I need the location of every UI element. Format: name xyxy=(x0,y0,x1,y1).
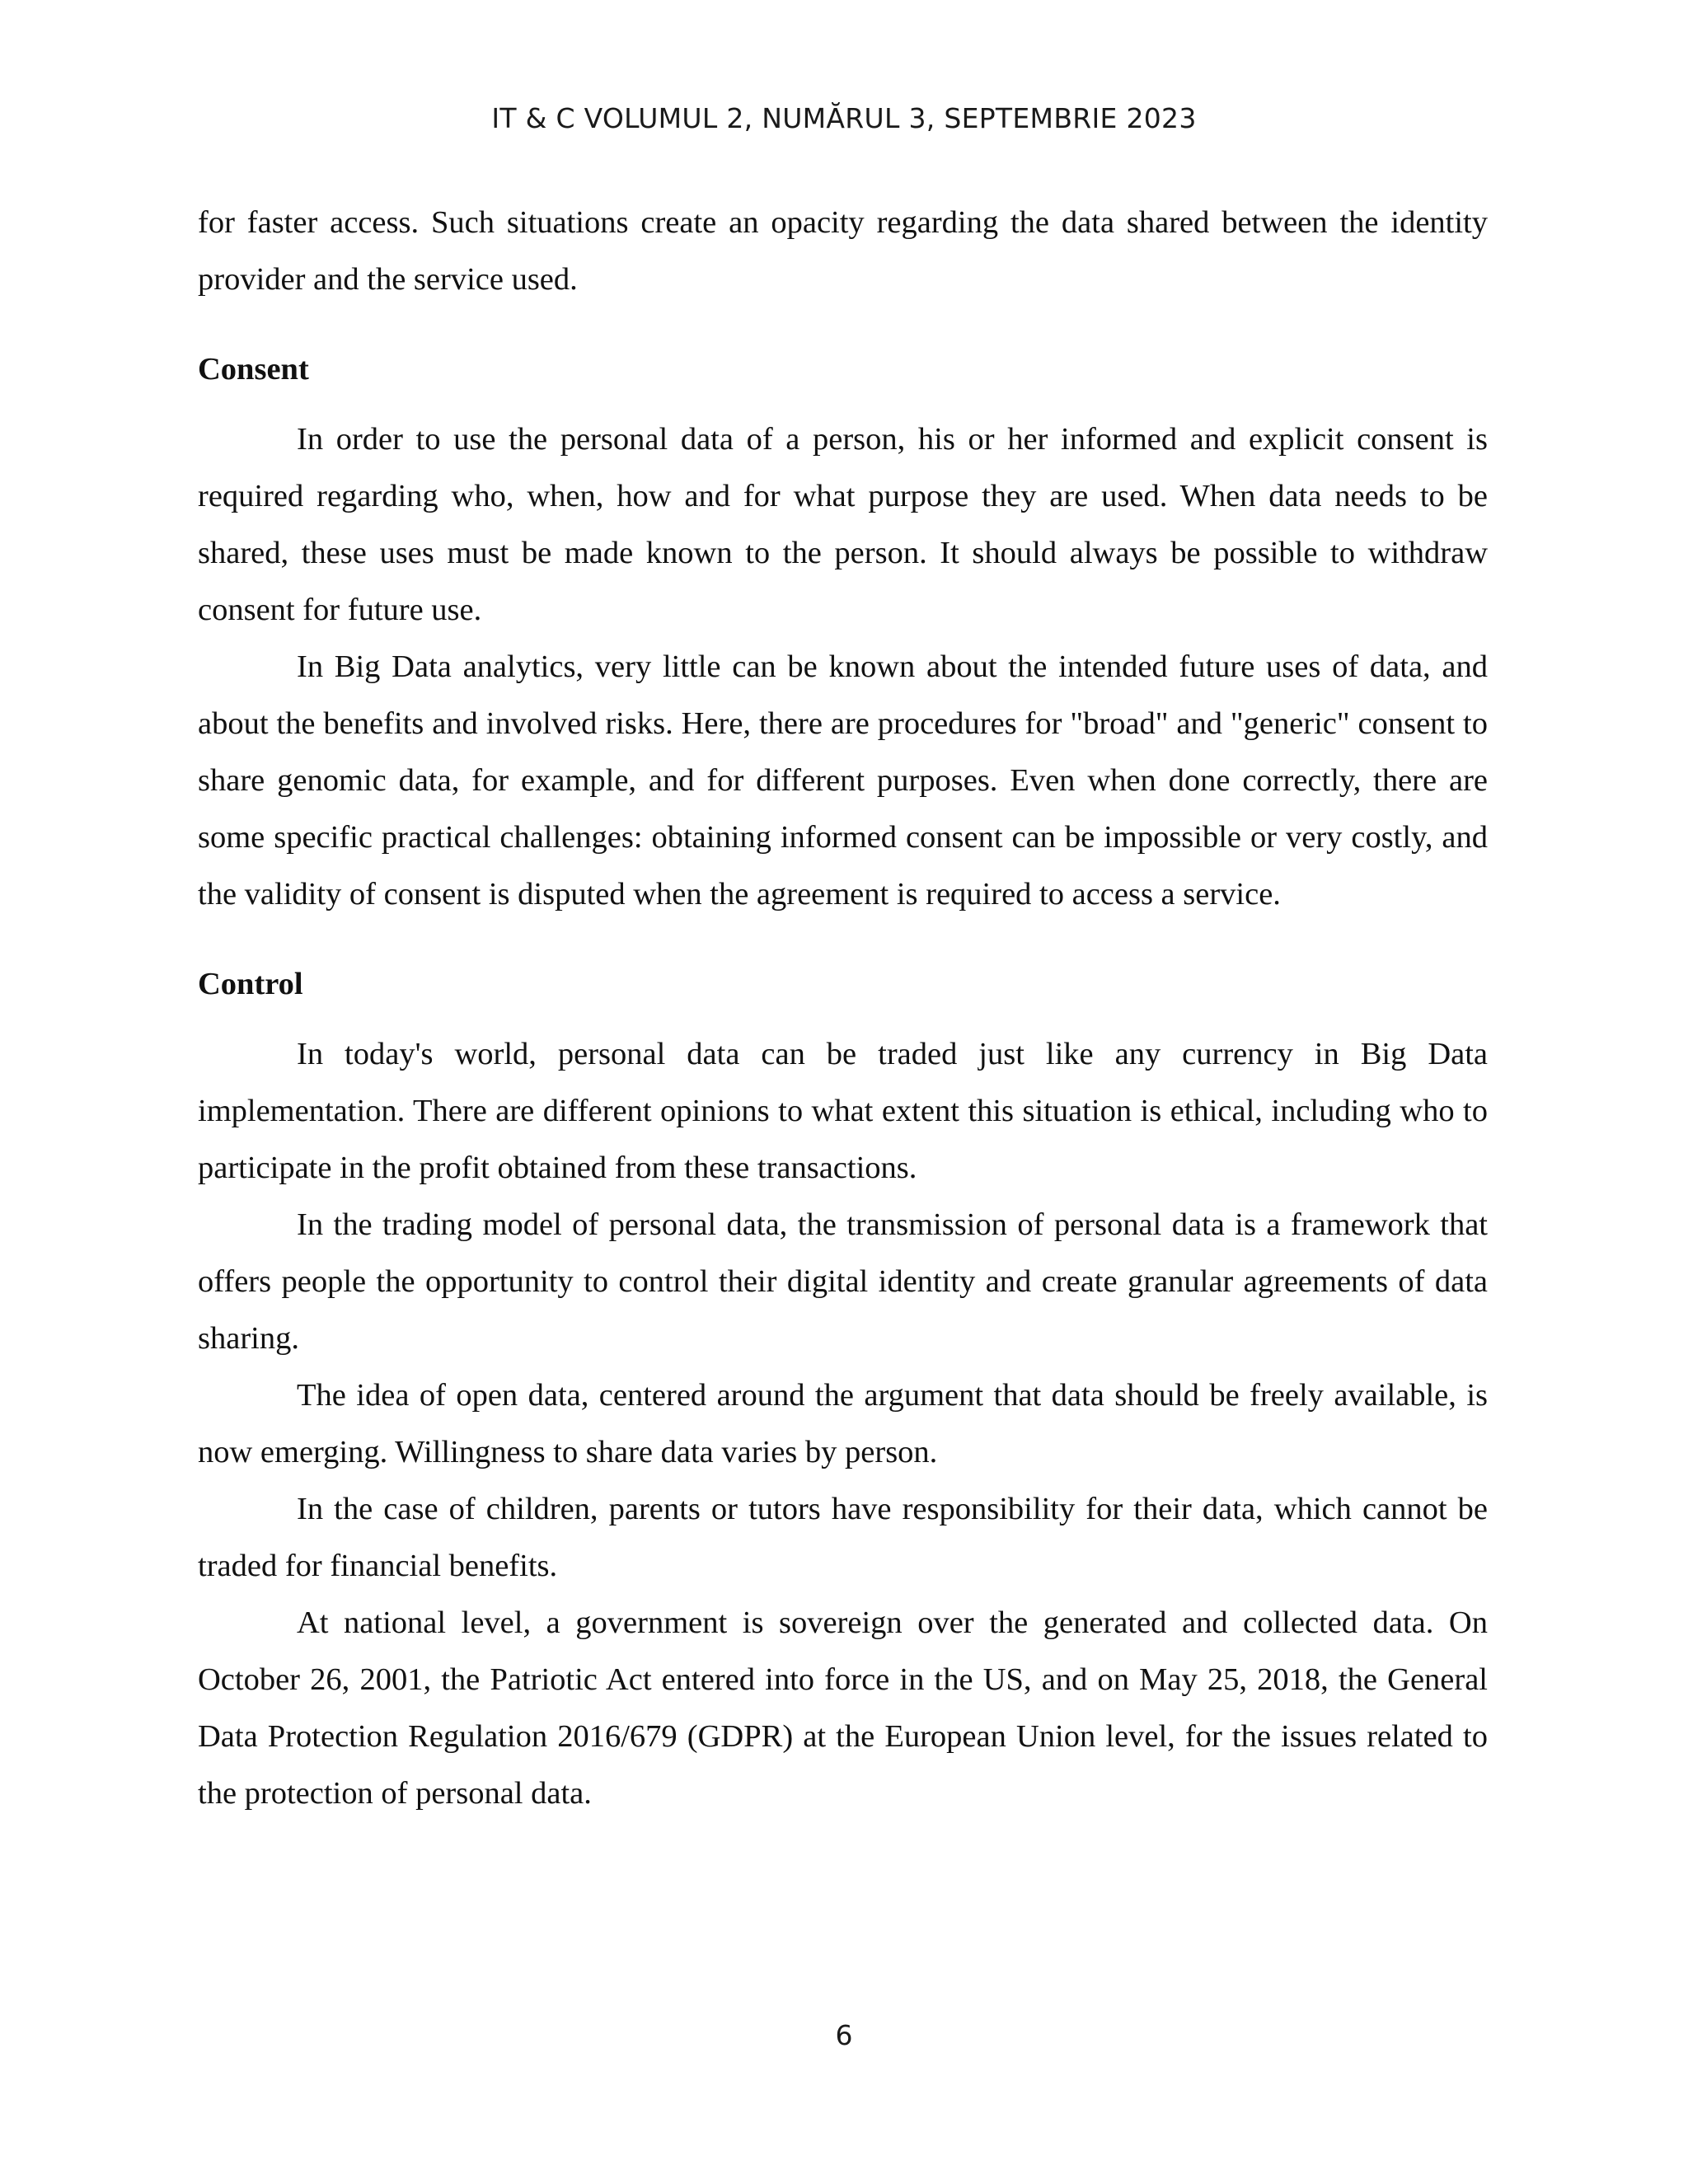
body-paragraph: In order to use the personal data of a person, his or her informed and explicit consent is required regarding who, when, how and for what purpose they are used. When data needs to be shared, these uses must be made known to the person. It should always be possible to withdraw consent for future use. xyxy=(198,422,1488,627)
article-body xyxy=(198,194,1488,1822)
body-paragraph: In the case of children, parents or tutors have responsibility for their data, which cannot be traded for financial benefits. xyxy=(198,1492,1488,1583)
page-number: 6 xyxy=(835,2019,853,2051)
section-heading-consent: Consent xyxy=(198,352,309,387)
heading-spacer xyxy=(198,1013,1488,1026)
body-paragraph: In Big Data analytics, very little can be known about the intended future uses of data, and about the benefits and involved risks. Here, there are procedures for "broad" and "generic" consent to share genomic data, for example, and for different purposes. Even when done correctly, there are some specific practical challenges: obtaining informed consent can be impossible or very costly, and the validity of consent is disputed when the agreement is required to access a service. xyxy=(198,649,1488,912)
continuation-paragraph: for faster access. Such situations create an opacity regarding the data shared between the identity provider and the service used. xyxy=(198,205,1488,297)
heading-spacer xyxy=(198,398,1488,411)
body-paragraph: In today's world, personal data can be traded just like any currency in Big Data implementation. There are different opinions to what extent this situation is ethical, including who to participate in the profit obtained from these transactions. xyxy=(198,1037,1488,1185)
section-heading-control: Control xyxy=(198,967,303,1001)
running-header: IT & C VOLUMUL 2, NUMĂRUL 3, SEPTEMBRIE 2023 xyxy=(491,102,1197,134)
body-paragraph: The idea of open data, centered around the argument that data should be freely available, is now emerging. Willingness to share data varies by person. xyxy=(198,1378,1488,1469)
section-spacer xyxy=(198,308,1488,341)
body-paragraph: In the trading model of personal data, the transmission of personal data is a framework that offers people the opportunity to control their digital identity and create granular agreements of data sharing. xyxy=(198,1207,1488,1356)
body-paragraph: At national level, a government is sovereign over the generated and collected data. On October 26, 2001, the Patriotic Act entered into force in the US, and on May 25, 2018, the General Data Protection Regulation 2016/679 (GDPR) at the European Union level, for the issues related to the protection of personal data. xyxy=(198,1605,1488,1811)
section-spacer xyxy=(198,923,1488,956)
